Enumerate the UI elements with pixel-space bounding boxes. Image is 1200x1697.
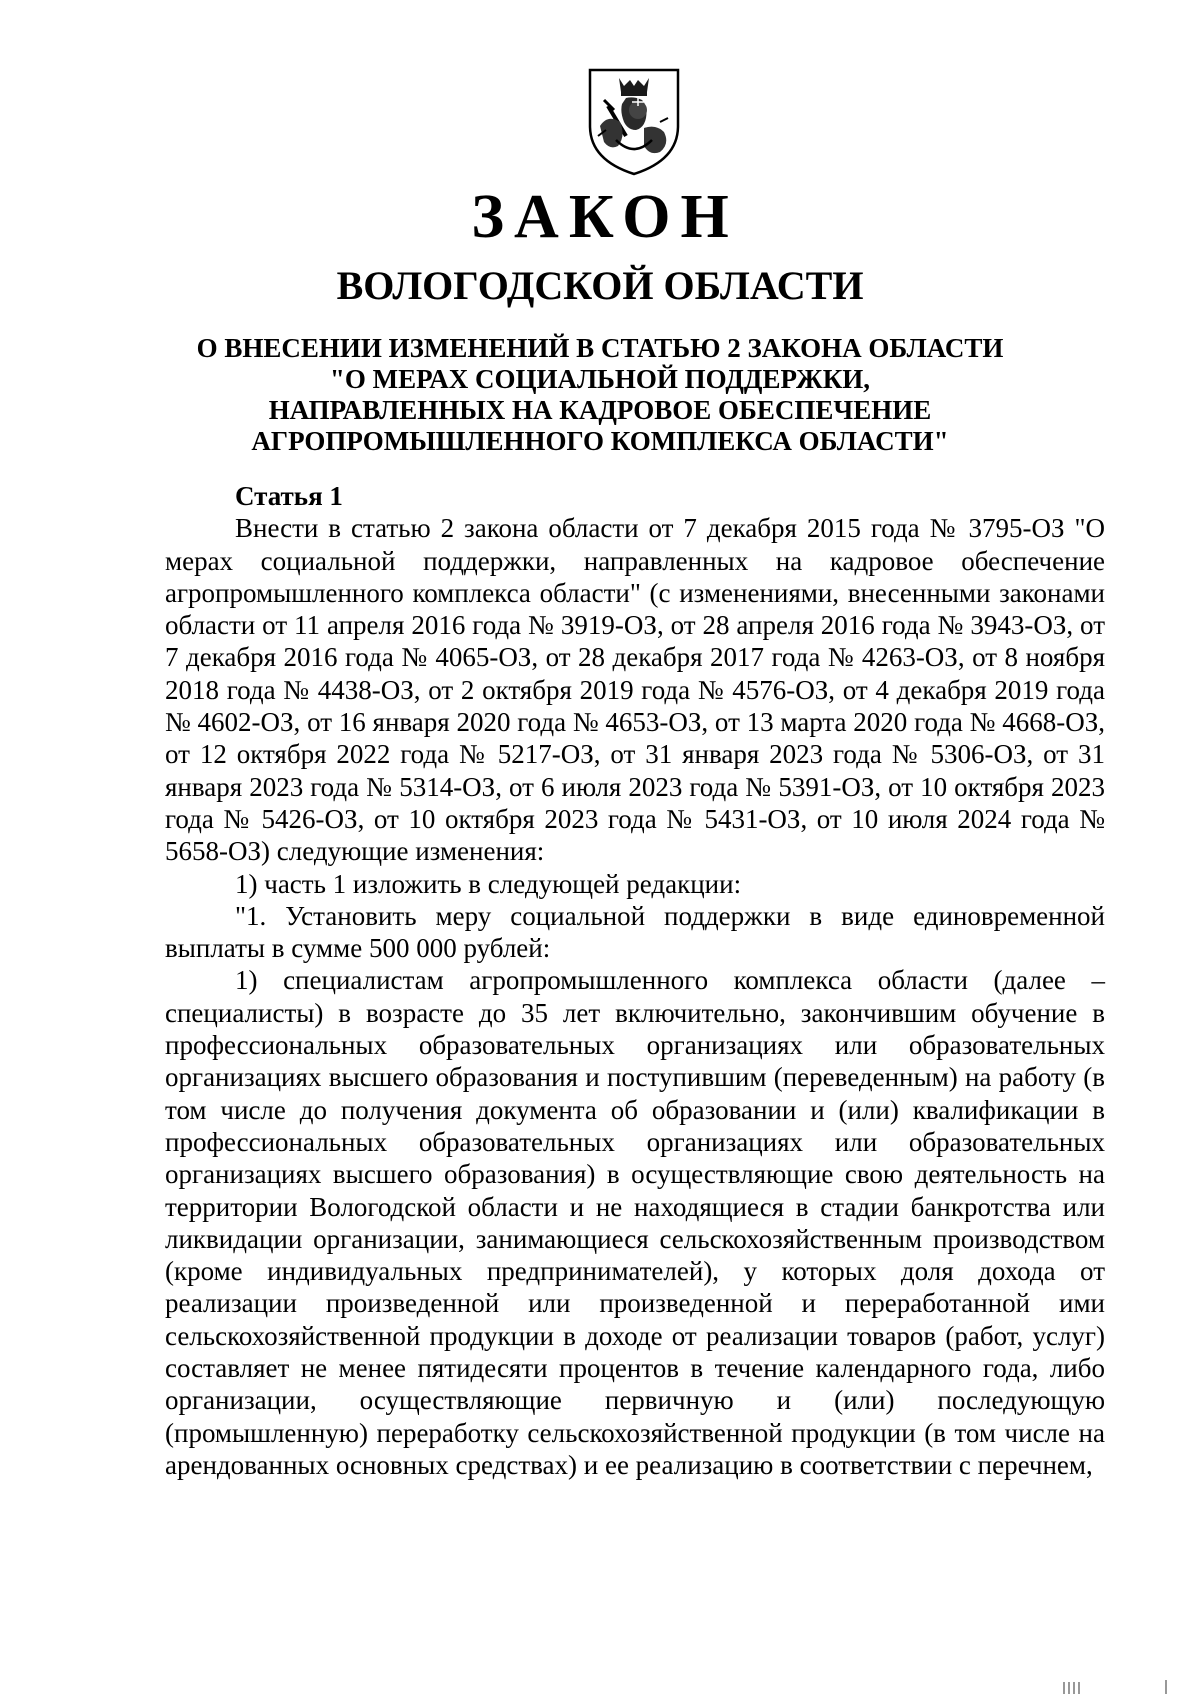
document-subtitle: ВОЛОГОДСКОЙ ОБЛАСТИ [336, 263, 864, 308]
article-intro-paragraph: Внести в статью 2 закона области от 7 декабря 2015 года № 3795-ОЗ "О мерах социальной поддержки, направленных на кадровое обеспечение агропромышленного комплекса области" (с изменениями, внесенными законами области от 11 апреля 2016 года № 3919-ОЗ, от 28 апреля 2016 года № 3943-ОЗ, от 7 декабря 2016 года № 4065-ОЗ, от 28 декабря 2017 года № 4263-ОЗ, от 8 ноября 2018 года № 4438-ОЗ, от 2 октября 2019 года № 4576-ОЗ, от 4 декабря 2019 года № 4602-ОЗ, от 16 января 2020 года № 4653-ОЗ, от 13 марта 2020 года № 4668-ОЗ, от 12 октября 2022 года № 5217-ОЗ, от 31 января 2023 года № 5306-ОЗ, от 31 января 2023 года № 5314-ОЗ, от 6 июля 2023 года № 5391-ОЗ, от 10 октября 2023 года № 5426-ОЗ, от 10 октября 2023 года № 5431-ОЗ, от 10 июля 2024 года № 5658-ОЗ) следующие изменения: [165, 513, 1105, 867]
article-heading: Статья 1 [235, 481, 343, 511]
scan-registration-marks [1062, 1680, 1172, 1694]
document-title: ЗАКОН [471, 183, 739, 251]
amendment-item-1: 1) часть 1 изложить в следующей редакции: [235, 868, 742, 899]
coat-of-arms-icon [586, 66, 682, 178]
quoted-part-1: "1. Установить меру социальной поддержки в виде единовременной выплаты в сумме 500 000 рублей: [165, 900, 1105, 964]
law-name-line: АГРОПРОМЫШЛЕННОГО КОМПЛЕКСА ОБЛАСТИ" [251, 426, 949, 456]
law-name-line: НАПРАВЛЕННЫХ НА КАДРОВОЕ ОБЕСПЕЧЕНИЕ [268, 395, 932, 425]
law-name-line: О ВНЕСЕНИИ ИЗМЕНЕНИЙ В СТАТЬЮ 2 ЗАКОНА ОБЛАСТИ [196, 333, 1004, 363]
document-body [165, 480, 1105, 1481]
subitem-1: 1) специалистам агропромышленного комплекса области (далее – специалисты) в возрасте до 35 лет включительно, закончившим обучение в профессиональных образовательных организациях или образовательных организациях высшего образования и поступившим (переведенным) на работу (в том числе до получения документа об образовании и (или) квалификации в профессиональных образовательных организациях или образовательных организациях высшего образования) в осуществляющие свою деятельность на территории Вологодской области и не находящиеся в стадии банкротства или ликвидации организации, занимающиеся сельскохозяйственным производством (кроме индивидуальных предпринимателей), у которых доля дохода от реализации произведенной или произведенной и переработанной ими сельскохозяйственной продукции в доходе от реализации товаров (работ, услуг) составляет не менее пятидесяти процентов в течение календарного года, либо организации, осуществляющие первичную и (или) последующую (промышленную) переработку сельскохозяйственной продукции (в том числе на арендованных основных средствах) и ее реализацию в соответствии с перечнем, [165, 965, 1105, 1480]
law-name-line: "О МЕРАХ СОЦИАЛЬНОЙ ПОДДЕРЖКИ, [329, 364, 871, 394]
law-name [150, 333, 1050, 457]
